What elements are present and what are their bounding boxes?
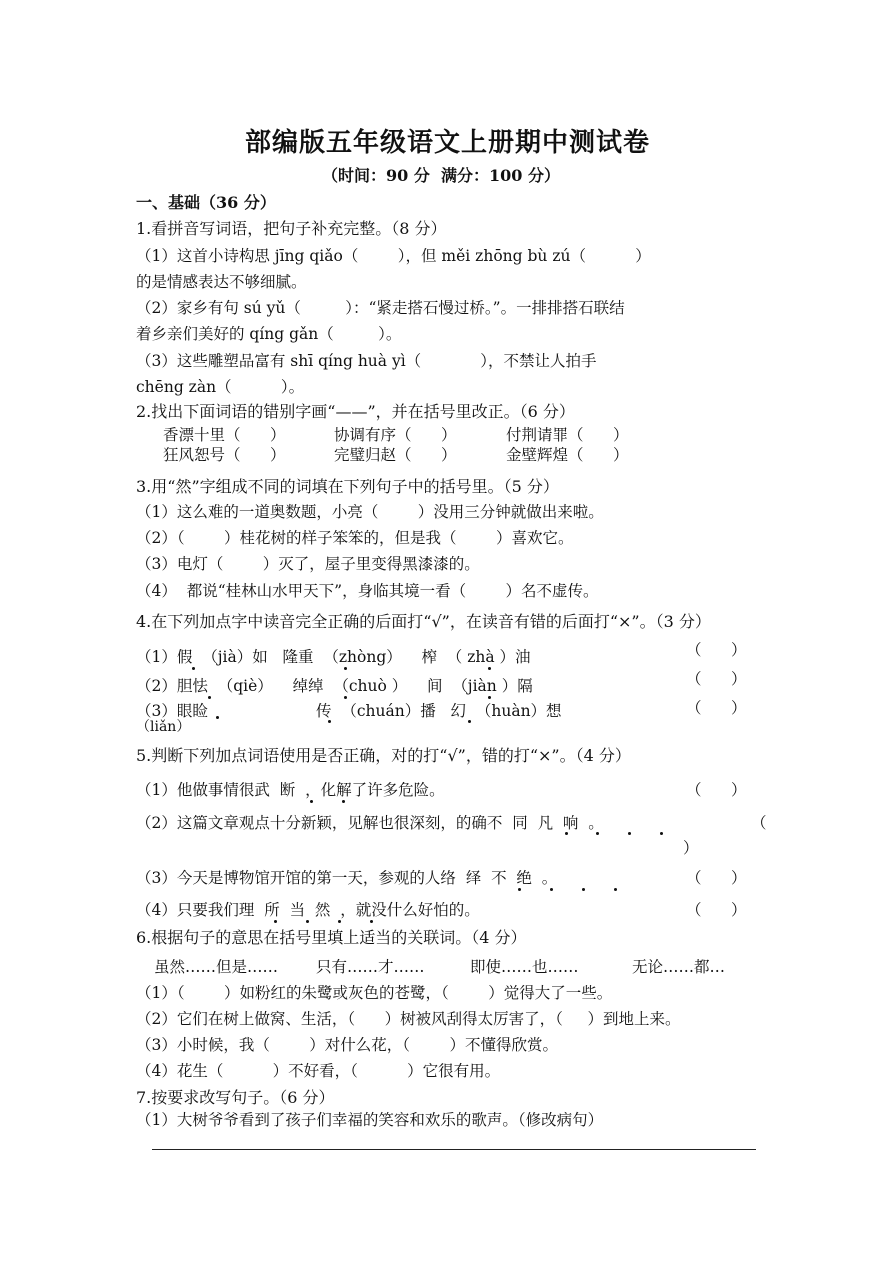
emphasis-dot [342, 800, 345, 803]
q5-line-1: （1）他做事情很武 断 ，化解了许多危险。 [136, 781, 445, 799]
emphasis-dot [310, 800, 313, 803]
emphasis-dot [344, 667, 347, 670]
q6-option: 虽然……但是…… [154, 958, 279, 976]
emphasis-dot [518, 888, 521, 891]
q5-line-2: （2）这篇文章观点十分新颖，见解也很深刻，的确不 同 凡 响 。 [136, 814, 604, 832]
question-5-stem: 5.判断下列加点词语使用是否正确，对的打“√”，错的打“×”。（4 分） [136, 746, 631, 765]
q2-word: 狂风恕号（ ） [163, 446, 286, 464]
q6-option: 即使……也…… [470, 958, 579, 976]
q6-option: 无论……都… [632, 958, 726, 976]
emphasis-dot [338, 920, 341, 923]
q6-line-3: （3）小时候，我（ ）对什么花，（ ）不懂得欣赏。 [136, 1036, 558, 1054]
question-6-stem: 6.根据句子的意思在括号里填上适当的关联词。（4 分） [136, 928, 527, 947]
q3-line-1: （1）这么难的一道奥数题，小亮（ ）没用三分钟就做出来啦。 [136, 503, 604, 521]
q2-word: 香漂十里（ ） [163, 426, 286, 444]
q6-line-1: （1）（ ）如粉红的朱鹭或灰色的苍鹭，（ ）觉得大了一些。 [136, 984, 613, 1002]
question-3-stem: 3.用“然”字组成不同的词填在下列句子中的括号里。（5 分） [136, 477, 559, 496]
q2-word: 协调有序（ ） [334, 426, 457, 444]
emphasis-dot [488, 696, 491, 699]
emphasis-dot [208, 696, 211, 699]
question-2-stem: 2.找出下面词语的错别字画“——”，并在括号里改正。（6 分） [136, 402, 575, 421]
q4-row-1: （1）假 （jià）如 隆重 （zhòng） 榨 （ zhà ）油 [136, 648, 531, 666]
q4-row-3-word: （3）眼睑 [136, 702, 208, 720]
q1-line-3: （2）家乡有句 sú yǔ（ ）：“紧走搭石慢过桥。”。一排排搭石联结 [136, 299, 625, 317]
emphasis-dot [488, 667, 491, 670]
q5-line-3: （3）今天是博物馆开馆的第一天，参观的人络 绎 不 绝 。 [136, 869, 558, 887]
emphasis-dot [660, 832, 663, 835]
emphasis-dot [565, 832, 568, 835]
emphasis-dot [192, 667, 195, 670]
q1-line-4: 着乡亲们美好的 qíng gǎn（ ）。 [136, 325, 402, 343]
emphasis-dot [550, 888, 553, 891]
q1-line-1: （1）这首小诗构思 jīng qiǎo（ ），但 měi zhōng bù zú（ ） [136, 247, 651, 265]
q6-option: 只有……才…… [316, 958, 425, 976]
emphasis-dot [274, 920, 277, 923]
question-7-stem: 7.按要求改写句子。（6 分） [136, 1088, 335, 1107]
q6-line-2: （2）它们在树上做窝、生活，（ ）树被风刮得太厉害了，（ ）到地上来。 [136, 1010, 681, 1028]
q5-answer-paren: （ ） [686, 901, 747, 919]
q7-line-1: （1）大树爷爷看到了孩子们幸福的笑容和欢乐的歌声。（修改病句） [136, 1111, 604, 1129]
q3-line-4: （4） 都说“桂林山水甲天下”，身临其境一看（ ）名不虚传。 [136, 582, 599, 600]
q4-answer-paren: （ ） [686, 670, 747, 688]
q2-word: 付荆请罪（ ） [506, 426, 629, 444]
q1-line-5: （3）这些雕塑品富有 shī qíng huà yì（ ），不禁让人拍手 [136, 352, 597, 370]
q5-answer-paren: （ ） [686, 869, 747, 887]
section-heading: 一、基础（36 分） [136, 193, 276, 212]
emphasis-dot [344, 696, 347, 699]
emphasis-dot [614, 888, 617, 891]
q4-answer-paren: （ ） [686, 699, 747, 717]
q5-answer-open: （ [751, 814, 767, 832]
emphasis-dot [596, 832, 599, 835]
page-subtitle: （时间：90 分 满分：100 分） [322, 166, 560, 185]
q4-row-3-pinyin: （liǎn） [136, 719, 191, 735]
q4-row-2: （2）胆怯 （qiè） 绰绰 （chuò ） 间 （jiàn ）隔 [136, 677, 533, 695]
answer-line [152, 1149, 756, 1150]
emphasis-dot [216, 716, 219, 719]
emphasis-dot [582, 888, 585, 891]
emphasis-dot [306, 920, 309, 923]
question-4-stem: 4.在下列加点字中读音完全正确的后面打“√”，在读音有错的后面打“×”。（3 分） [136, 612, 711, 631]
emphasis-dot [468, 720, 471, 723]
q5-answer-close: ） [683, 839, 699, 857]
question-1-stem: 1.看拼音写词语，把句子补充完整。（8 分） [136, 219, 447, 238]
q1-line-2: 的是情感表达不够细腻。 [136, 273, 307, 291]
q3-line-3: （3）电灯（ ）灭了，屋子里变得黑漆漆的。 [136, 555, 480, 573]
q6-line-4: （4）花生（ ）不好看，（ ）它很有用。 [136, 1062, 501, 1080]
q5-answer-paren: （ ） [686, 781, 747, 799]
q2-word: 完璧归赵（ ） [334, 446, 457, 464]
q1-line-6: chēng zàn（ ）。 [136, 378, 305, 396]
q2-word: 金壁辉煌（ ） [506, 446, 629, 464]
page-title: 部编版五年级语文上册期中测试卷 [245, 128, 651, 158]
emphasis-dot [328, 720, 331, 723]
q3-line-2: （2）（ ）桂花树的样子笨笨的，但是我（ ）喜欢它。 [136, 529, 574, 547]
q5-line-4: （4）只要我们理 所 当 然 ，就没什么好怕的。 [136, 901, 480, 919]
q4-answer-paren: （ ） [686, 641, 747, 659]
q4-row-3-rest: 传 （chuán）播 幻 （huàn）想 [316, 702, 562, 720]
emphasis-dot [628, 832, 631, 835]
emphasis-dot [370, 920, 373, 923]
